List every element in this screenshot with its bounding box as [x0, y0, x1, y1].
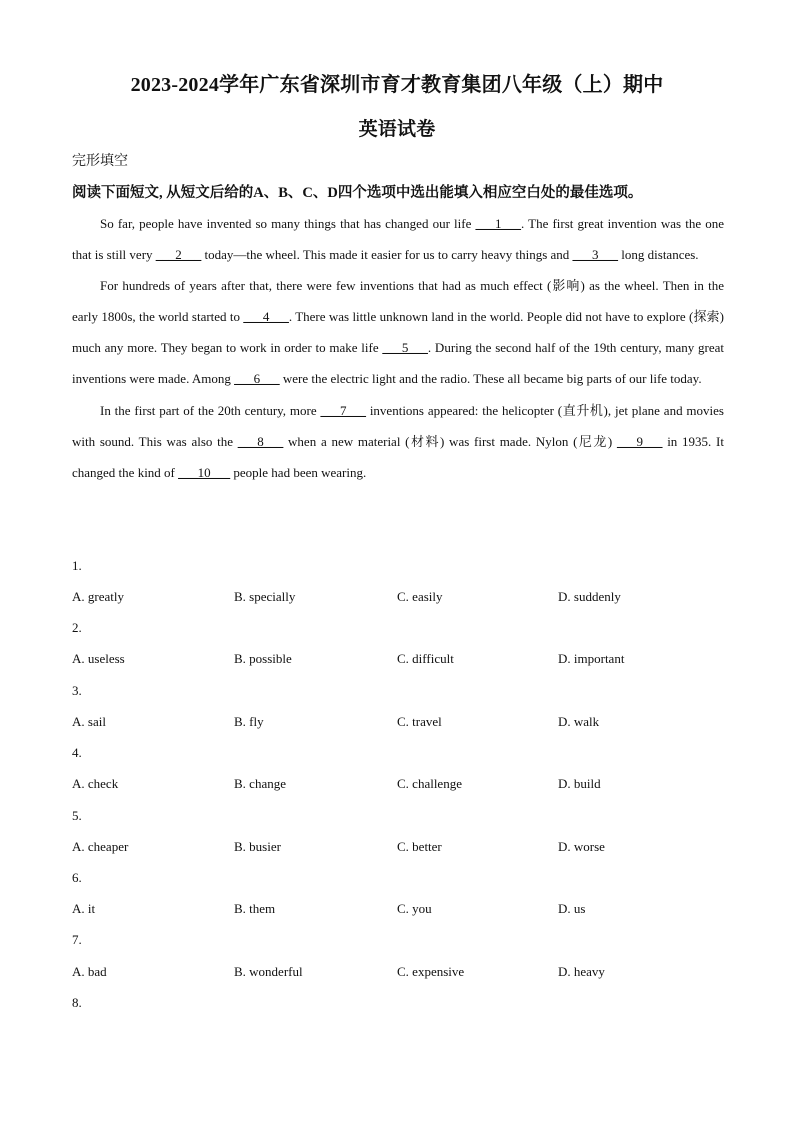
exam-subtitle: 英语试卷: [358, 119, 436, 140]
option-b[interactable]: B. them: [234, 901, 276, 916]
option-d[interactable]: D. build: [558, 776, 601, 791]
blank-3: ___3___: [572, 247, 619, 263]
blank-2: ___2___: [155, 247, 202, 263]
option-c[interactable]: C. you: [397, 901, 432, 916]
blank-6: ___6___: [234, 371, 280, 387]
option-d[interactable]: D. worse: [558, 839, 605, 854]
blank-5: ___5___: [382, 340, 428, 356]
question-number: 1.: [72, 558, 82, 573]
blank-4: ___4___: [243, 309, 289, 325]
option-a[interactable]: A. bad: [72, 964, 107, 979]
option-d[interactable]: D. us: [558, 901, 586, 916]
blank-9: ___9___: [616, 433, 663, 449]
option-c[interactable]: C. better: [397, 839, 442, 854]
passage-paragraph-1: So far, people have invented so many things that has changed our life ___1___. The first great invention was the one that is still very ___2___ today—the wheel. This made it easier for us to carry heavy things and ___3___ long distances.: [72, 216, 725, 263]
option-b[interactable]: B. specially: [234, 589, 296, 604]
option-d[interactable]: D. important: [558, 651, 625, 666]
option-b[interactable]: B. wonderful: [234, 964, 303, 979]
passage-paragraph-3: In the first part of the 20th century, more ___7___ inventions appeared: the helicopter (直升机), jet plane and movies with sound. This was also the ___8___ when a new material (材料) was first made. Nylon (尼龙) ___9___ in 1935. It changed the kind of ___10___ people had been wearing.: [72, 402, 724, 480]
option-a[interactable]: A. greatly: [72, 589, 124, 604]
question-number: 7.: [72, 932, 82, 947]
question-number: 5.: [72, 808, 82, 823]
option-a[interactable]: A. check: [72, 776, 119, 791]
option-b[interactable]: B. busier: [234, 839, 281, 854]
passage-paragraph-2: For hundreds of years after that, there were few inventions that had as much effect (影响) as the wheel. Then in the early 1800s, the world started to ___4___. There was little unknown land in the world. People did not have to explore (探索) much any more. They began to work in order to make life ___5___. During the second half of the 19th century, many great inventions were made. Among ___6___ were the electric light and the radio. These all became big parts of our life today.: [72, 278, 725, 387]
option-c[interactable]: C. easily: [397, 589, 443, 604]
blank-8: ___8___: [237, 433, 284, 449]
option-b[interactable]: B. change: [234, 776, 286, 791]
option-b[interactable]: B. fly: [234, 714, 264, 729]
instruction-text: 阅读下面短文, 从短文后给的A、B、C、D四个选项中选出能填入相应空白处的最佳选项。: [72, 185, 643, 201]
question-number: 6.: [72, 870, 82, 885]
question-number: 4.: [72, 745, 82, 760]
option-c[interactable]: C. difficult: [397, 651, 454, 666]
cloze-passage: [72, 208, 724, 488]
option-d[interactable]: D. heavy: [558, 964, 605, 979]
question-number: 8.: [72, 995, 82, 1010]
option-c[interactable]: C. travel: [397, 714, 442, 729]
exam-title: 2023-2024学年广东省深圳市育才教育集团八年级（上）期中: [130, 74, 664, 96]
blank-10: ___10___: [178, 464, 231, 480]
blank-7: ___7___: [320, 402, 366, 418]
question-number: 3.: [72, 683, 82, 698]
option-c[interactable]: C. expensive: [397, 964, 465, 979]
question-number: 2.: [72, 620, 82, 635]
option-c[interactable]: C. challenge: [397, 776, 462, 791]
option-a[interactable]: A. useless: [72, 651, 125, 666]
option-a[interactable]: A. cheaper: [72, 839, 129, 854]
section-heading: 完形填空: [72, 154, 128, 169]
option-a[interactable]: A. sail: [72, 714, 106, 729]
option-a[interactable]: A. it: [72, 901, 96, 916]
option-d[interactable]: D. walk: [558, 714, 600, 729]
blank-1: ___1___: [475, 216, 521, 231]
option-b[interactable]: B. possible: [234, 651, 292, 666]
option-d[interactable]: D. suddenly: [558, 589, 621, 604]
